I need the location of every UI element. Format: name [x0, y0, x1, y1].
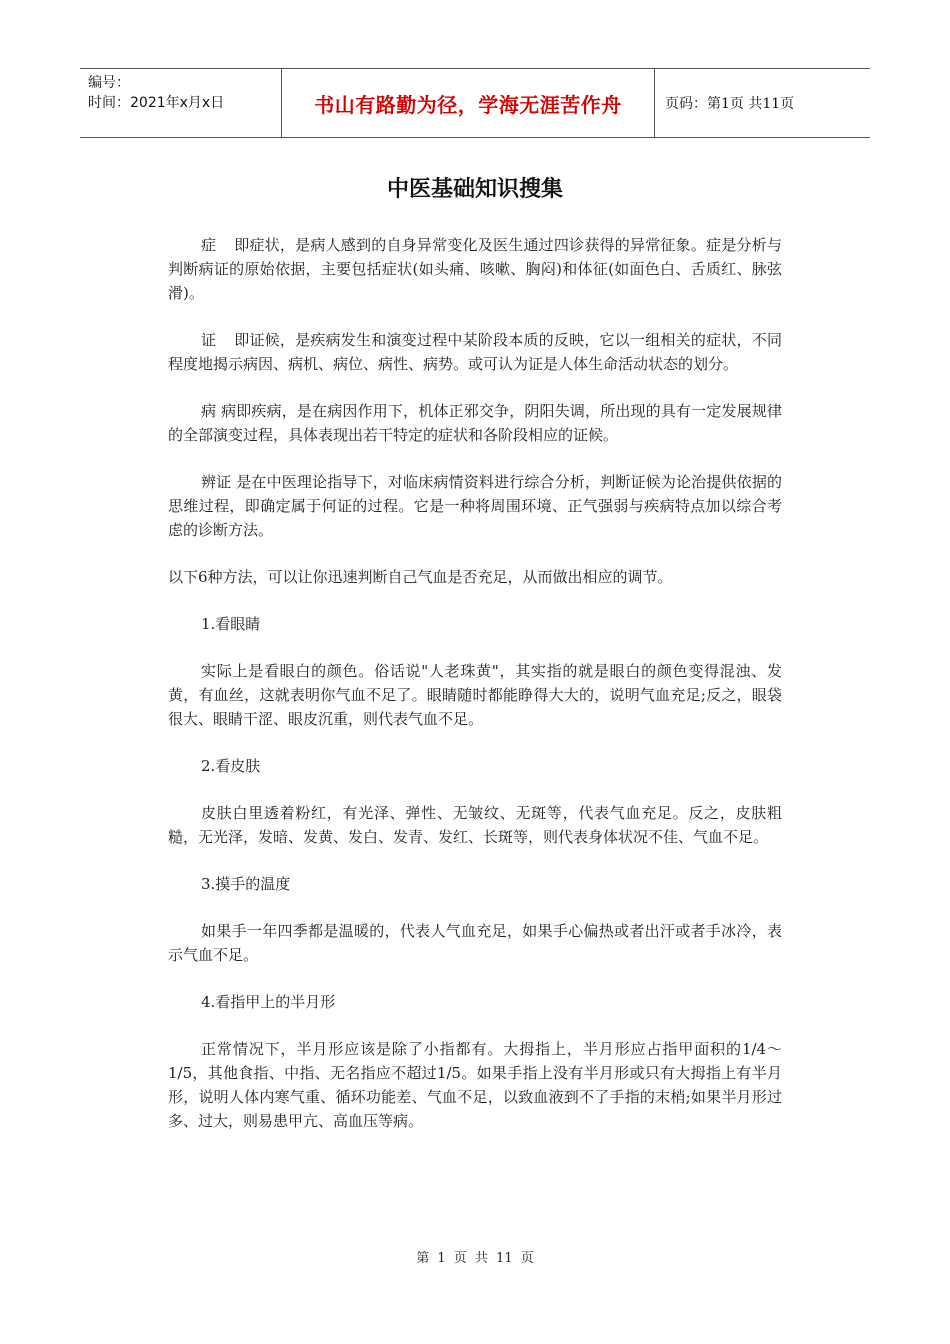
paragraph-syndrome: [168, 328, 782, 376]
section-heading: 1.看眼睛: [201, 615, 261, 633]
document-body: [168, 233, 782, 1156]
paragraph-symptom: [168, 233, 782, 305]
document-title: 中医基础知识搜集: [386, 177, 563, 202]
paragraph-disease: 病 病即疾病，是在病因作用下，机体正邪交争，阴阳失调，所出现的具有一定发展规律的全部演变过程，具体表现出若干特定的症状和各阶段相应的证候。: [168, 402, 782, 444]
term-symptom: 症: [201, 236, 217, 254]
term-syndrome: 证: [201, 331, 217, 349]
header-page-info: 页码：第1页 共11页: [665, 96, 795, 112]
header-motto: 书山有路勤为径，学海无涯苦作舟: [281, 69, 655, 137]
section-heading: 3.摸手的温度: [201, 875, 291, 893]
section-heading: 2.看皮肤: [201, 757, 261, 775]
page-header: [80, 68, 870, 138]
paragraph-nail-lunula: 正常情况下，半月形应该是除了小指都有。大拇指上，半月形应占指甲面积的1/4～1/5，其他食指、中指、无名指应不超过1/5。如果手指上没有半月形或只有大拇指上有半月形，说明人体内寒气重、循环功能差、气血不足，以致血液到不了手指的末梢;如果半月形过多、过大，则易患甲亢、高血压等病。: [168, 1040, 782, 1130]
document-number-label: 编号：: [88, 75, 130, 91]
paragraph-differentiation: 辨证 是在中医理论指导下，对临床病情资料进行综合分析，判断证候为论治提供依据的思维过程，即确定属于何证的过程。它是一种将周围环境、正气强弱与疾病特点加以综合考虑的诊断方法。: [168, 473, 782, 539]
section-heading: 4.看指甲上的半月形: [201, 993, 336, 1011]
paragraph-eyes: 实际上是看眼白的颜色。俗话说"人老珠黄"，其实指的就是眼白的颜色变得混浊、发黄，有血丝，这就表明你气血不足了。眼睛随时都能睁得大大的，说明气血充足;反之，眼袋很大、眼睛干涩、眼皮沉重，则代表气血不足。: [168, 662, 782, 728]
paragraph-text: 即证候，是疾病发生和演变过程中某阶段本质的反映，它以一组相关的症状，不同程度地揭示病因、病机、病位、病性、病势。或可认为证是人体生命活动状态的划分。: [168, 331, 782, 373]
header-meta: [80, 69, 281, 137]
paragraph-skin: 皮肤白里透着粉红，有光泽、弹性、无皱纹、无斑等，代表气血充足。反之，皮肤粗糙，无光泽，发暗、发黄、发白、发青、发红、长斑等，则代表身体状况不佳、气血不足。: [168, 804, 782, 846]
page-footer: 第 1 页 共 11 页: [416, 1251, 534, 1266]
document-date: 时间：2021年x月x日: [88, 95, 225, 111]
paragraph-hand-temperature: 如果手一年四季都是温暖的，代表人气血充足，如果手心偏热或者出汗或者手冰冷，表示气血不足。: [168, 922, 782, 964]
paragraph-text: 即症状，是病人感到的自身异常变化及医生通过四诊获得的异常征象。症是分析与判断病证的原始依据，主要包括症状(如头痛、咳嗽、胸闷)和体征(如面色白、舌质红、脉弦滑)。: [168, 236, 782, 302]
paragraph-intro: 以下6种方法，可以让你迅速判断自己气血是否充足，从而做出相应的调节。: [168, 568, 673, 586]
